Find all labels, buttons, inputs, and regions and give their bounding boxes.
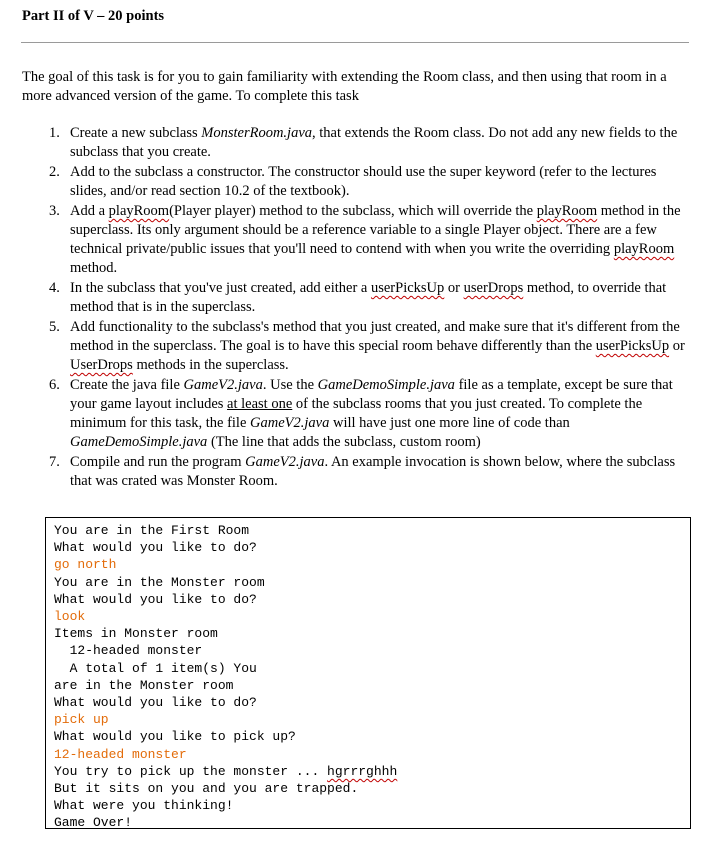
method-name: UserDrops (70, 357, 133, 373)
console-line: Game Over! (54, 815, 133, 831)
console-text: You try to pick up the monster ... (54, 763, 328, 779)
task-text: method, to override that method that is in the superclass. (70, 280, 667, 315)
method-name: playRoom (613, 241, 675, 257)
task-number: 7. (49, 454, 60, 470)
console-user-input: go north (54, 557, 117, 573)
task-text: methods in the superclass. (132, 357, 289, 373)
method-name: userPicksUp (370, 280, 445, 296)
task-number: 3. (49, 203, 60, 219)
filename: GameV2.java (183, 377, 263, 393)
task-text: method. (70, 260, 118, 276)
page-title: Part II of V – 20 points (22, 8, 165, 24)
console-text: hgrrrghhh (327, 763, 398, 779)
task-text: Add functionality to the subclass's method that you just created, and make sure that it's different from the method in the superclass. The goal is to have this special room behave differently than the (70, 319, 680, 354)
task-number: 6. (49, 377, 60, 393)
task-text: . An example invocation is shown below, where the subclass that was crated was Monster Room. (70, 454, 676, 489)
task-text: or (669, 338, 685, 354)
method-name: playRoom (108, 203, 170, 219)
method-name: playRoom (536, 203, 598, 219)
console-line: But it sits on you and you are trapped. (54, 781, 359, 797)
intro-paragraph: The goal of this task is for you to gain familiarity with extending the Room class, and then using that room in a more advanced version of the game. To complete this task (22, 69, 667, 104)
task-text: Create the java file (70, 377, 184, 393)
console-output (45, 517, 691, 829)
task-number: 4. (49, 280, 60, 296)
task-text: Add a (70, 203, 109, 219)
console-line: What would you like to do? (54, 591, 257, 607)
task-number: 1. (49, 125, 60, 141)
console-line (54, 763, 682, 780)
method-name: userDrops (463, 280, 524, 296)
console-line: are in the Monster room (54, 677, 234, 693)
task-item (22, 202, 692, 278)
task-list (22, 124, 692, 492)
console-line: You are in the First Room (54, 523, 250, 538)
emphasis-text: at least one (227, 396, 293, 412)
task-text: of the subclass rooms that you just created. To complete the minimum for this task, the file (70, 396, 643, 431)
console-line: What would you like to do? (54, 695, 257, 711)
divider (21, 42, 689, 43)
console-line: A total of 1 item(s) You (54, 660, 257, 676)
task-text: In the subclass that you've just created, add either a (70, 280, 371, 296)
console-user-input: look (54, 609, 86, 625)
task-text: (The line that adds the subclass, custom room) (207, 434, 481, 450)
filename: GameDemoSimple.java (317, 377, 455, 393)
task-text: . Use the (262, 377, 318, 393)
task-item (22, 318, 692, 375)
task-text: method in the superclass. Its only argument should be a reference variable to a single Player object. There are a few technical private/public issues that you'll need to contend with when you write the overriding (70, 203, 681, 257)
console-line: What were you thinking! (54, 798, 234, 814)
filename: GameV2.java (245, 454, 325, 470)
console-line: You are in the Monster room (54, 574, 265, 590)
task-number: 2. (49, 164, 60, 180)
task-item (22, 163, 692, 201)
console-line: Items in Monster room (54, 626, 218, 642)
task-text: (Player player) method to the subclass, which will override the (169, 203, 537, 219)
task-text: Compile and run the program (70, 454, 246, 470)
console-user-input: pick up (54, 712, 109, 728)
task-text: , that extends the Room class. Do not add any new fields to the subclass that you create. (70, 125, 678, 160)
task-text: or (444, 280, 464, 296)
console-line: 12-headed monster (54, 643, 203, 659)
task-number: 5. (49, 319, 60, 335)
task-text: file as a template, except be sure that your game layout includes (70, 377, 673, 412)
task-item (22, 124, 692, 162)
filename: GameV2.java (250, 415, 330, 431)
task-text: Create a new subclass (70, 125, 202, 141)
task-item (22, 279, 692, 317)
console-user-input: 12-headed monster (54, 746, 187, 762)
task-text: Add to the subclass a constructor. The constructor should use the super keyword (refer to the lectures slides, and/or read section 10.2 of the textbook). (70, 164, 657, 199)
method-name: userPicksUp (595, 338, 670, 354)
console-line: What would you like to do? (54, 540, 257, 556)
filename: MonsterRoom.java (201, 125, 313, 141)
filename: GameDemoSimple.java (70, 434, 208, 450)
task-item (22, 453, 692, 491)
console-line: What would you like to pick up? (54, 729, 296, 745)
task-item (22, 376, 692, 452)
task-text: will have just one more line of code than (329, 415, 570, 431)
